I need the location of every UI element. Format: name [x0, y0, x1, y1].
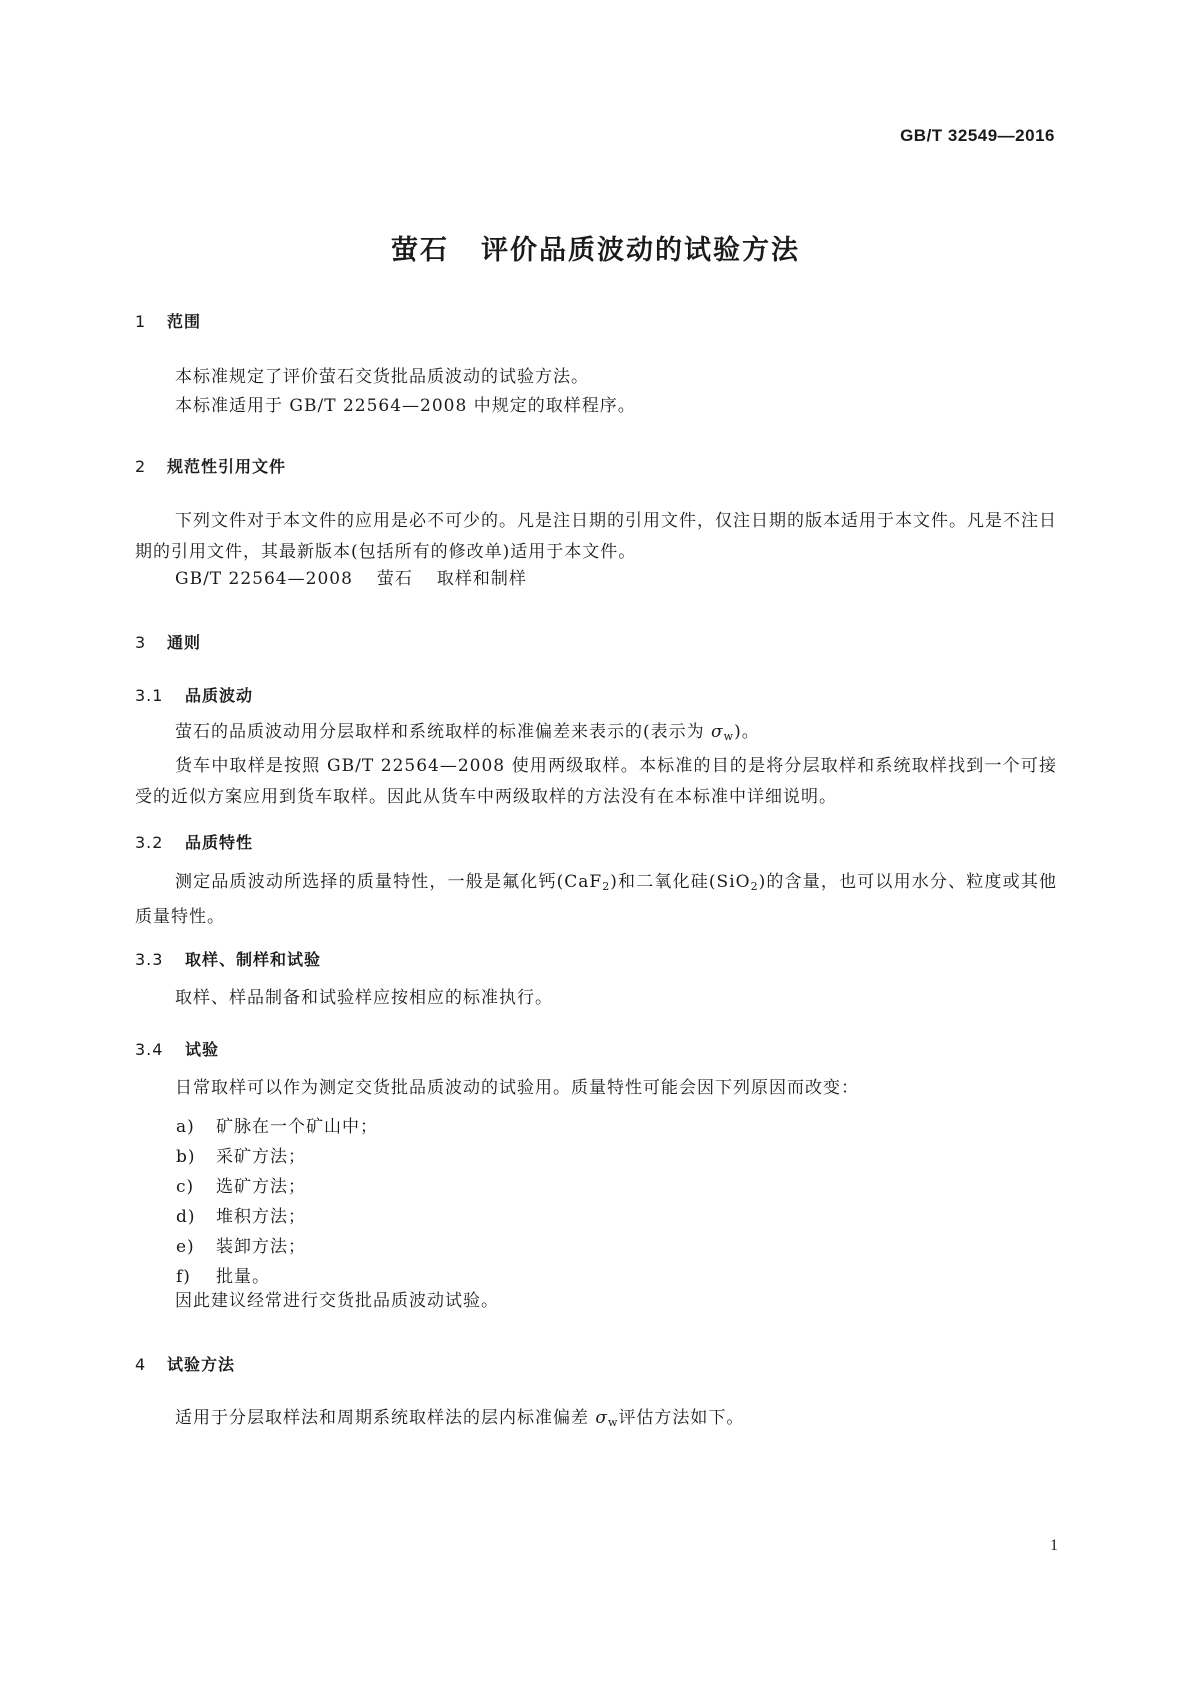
- section-title: 通则: [167, 633, 202, 652]
- section-3-2-heading: [135, 830, 253, 853]
- standard-number: GB/T 32549—2016: [900, 126, 1055, 145]
- title-part2: 评价品质波动的试验方法: [481, 235, 800, 266]
- section-title: 试验: [185, 1040, 220, 1059]
- sigma-symbol: σ: [595, 1408, 609, 1428]
- list-marker: c): [176, 1177, 195, 1197]
- text-run: )的含量，也可以用水分、粒度或其他质量特性。: [135, 872, 1057, 927]
- section-3-heading: [135, 630, 201, 653]
- reference-title-part2: 取样和制样: [436, 569, 527, 589]
- text-run: 测定品质波动所选择的质量特性，一般是氟化钙(CaF: [175, 872, 603, 892]
- text-run: 适用于分层取样法和周期系统取样法的层内标准偏差: [175, 1408, 596, 1428]
- section-number: 4: [135, 1355, 147, 1374]
- subscript-2: 2: [602, 880, 611, 893]
- text-run: 评估方法如下。: [618, 1408, 745, 1428]
- section-3-4-paragraph-1: 日常取样可以作为测定交货批品质波动的试验用。质量特性可能会因下列原因而改变：: [175, 1078, 859, 1098]
- text-run: 萤石的品质波动用分层取样和系统取样的标准偏差来表示的(表示为: [175, 722, 712, 742]
- section-number: 2: [135, 457, 147, 476]
- section-3-3-heading: [135, 947, 321, 970]
- list-marker: f): [176, 1267, 191, 1287]
- list-item: [176, 1142, 306, 1167]
- section-title: 规范性引用文件: [167, 457, 287, 476]
- section-3-2-paragraph-1: [135, 867, 1057, 933]
- list-text: 矿脉在一个矿山中；: [216, 1117, 378, 1137]
- section-title: 范围: [167, 312, 202, 331]
- section-3-1-paragraph-1: [135, 717, 1057, 752]
- subscript-w: w: [723, 730, 735, 743]
- page-number: 1: [1050, 1537, 1058, 1554]
- list-text: 堆积方法；: [216, 1207, 306, 1227]
- list-marker: d): [176, 1207, 196, 1227]
- section-2-heading: [135, 454, 286, 477]
- list-item: [176, 1202, 306, 1227]
- list-marker: e): [176, 1237, 195, 1257]
- normative-reference: [135, 564, 1057, 595]
- title-part1: 萤石: [391, 235, 449, 266]
- list-text: 批量。: [216, 1267, 270, 1287]
- sigma-symbol: σ: [711, 722, 724, 742]
- list-item: [176, 1262, 270, 1287]
- section-title: 品质波动: [185, 686, 254, 705]
- list-item: [176, 1112, 378, 1137]
- reference-title-part1: 萤石: [376, 569, 413, 589]
- text-run: )。: [734, 722, 760, 742]
- subscript-2: 2: [750, 880, 759, 893]
- section-title: 品质特性: [185, 833, 254, 852]
- list-item: [176, 1172, 306, 1197]
- section-number: 3.1: [135, 686, 164, 705]
- section-1-paragraph-2: 本标准适用于 GB/T 22564—2008 中规定的取样程序。: [175, 396, 636, 416]
- list-text: 装卸方法；: [216, 1237, 306, 1257]
- section-3-1-paragraph-2: 货车中取样是按照 GB/T 22564—2008 使用两级取样。本标准的目的是将分层取样和系统取样找到一个可接受的近似方案应用到货车取样。因此从货车中两级取样的方法没有在本标准中详细说明。: [135, 756, 1057, 807]
- subscript-w: w: [608, 1416, 619, 1429]
- section-number: 3.3: [135, 950, 164, 969]
- list-marker: a): [176, 1117, 195, 1137]
- section-number: 3: [135, 633, 147, 652]
- list-marker: b): [176, 1147, 196, 1167]
- section-number: 3.2: [135, 833, 164, 852]
- list-text: 选矿方法；: [216, 1177, 306, 1197]
- text-run: )和二氧化硅(SiO: [610, 872, 751, 892]
- document-title: [0, 228, 1191, 267]
- section-title: 取样、制样和试验: [185, 950, 322, 969]
- list-text: 采矿方法；: [216, 1147, 306, 1167]
- section-2-paragraph-1: 下列文件对于本文件的应用是必不可少的。凡是注日期的引用文件，仅注日期的版本适用于本文件。凡是不注日期的引用文件，其最新版本(包括所有的修改单)适用于本文件。: [135, 511, 1057, 562]
- section-3-4-heading: [135, 1037, 219, 1060]
- section-3-3-paragraph-1: 取样、样品制备和试验样应按相应的标准执行。: [175, 988, 553, 1008]
- reference-code: GB/T 22564—2008: [175, 569, 353, 589]
- section-title: 试验方法: [167, 1355, 236, 1374]
- section-number: 3.4: [135, 1040, 164, 1059]
- section-4-heading: [135, 1352, 235, 1375]
- list-item: [176, 1232, 306, 1257]
- section-1-paragraph-1: 本标准规定了评价萤石交货批品质波动的试验方法。: [175, 367, 589, 387]
- section-3-4-paragraph-2: 因此建议经常进行交货批品质波动试验。: [175, 1291, 499, 1311]
- section-3-1-heading: [135, 683, 253, 706]
- section-4-paragraph-1: [135, 1403, 1057, 1438]
- section-1-heading: [135, 309, 201, 332]
- section-number: 1: [135, 312, 147, 331]
